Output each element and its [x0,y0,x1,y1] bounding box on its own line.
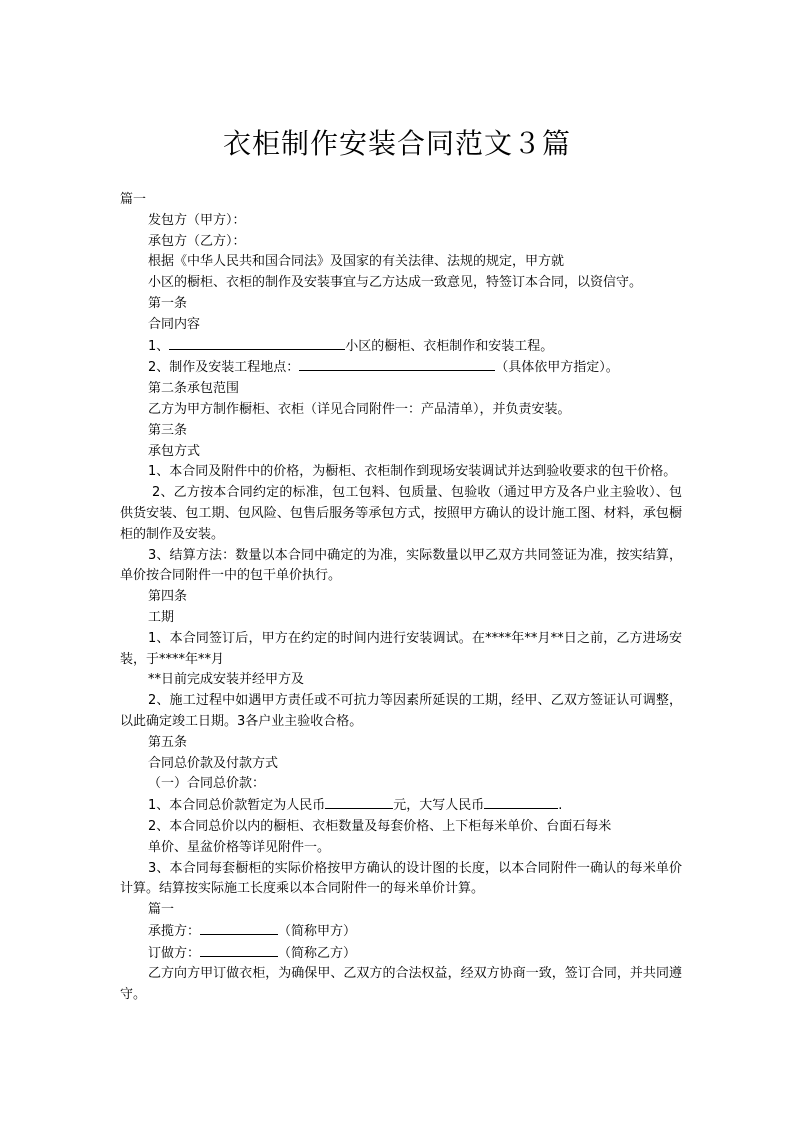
article-1-item-1 [120,336,682,358]
article-4-paragraph-2: 2、施工过程中如遇甲方责任或不可抗力等因素所延误的工期，经甲、乙双方签证认可调整，以此确定竣工日期。3各户业主验收合格。 [120,693,682,729]
orderer-line [120,943,682,965]
section2-intro: 乙方向方甲订做衣柜，为确保甲、乙双方的合法权益，经双方协商一致，签订合同，并共同遵守。 [120,966,682,1003]
price-words-blank [484,795,558,809]
article-4-paragraph-1-continued: **日前完成安装并经甲方及 [148,672,305,688]
item-2-blank [299,357,495,371]
article-4-subtitle: 工期 [148,609,175,625]
article-5-subtitle: 合同总价款及付款方式 [148,755,279,771]
price-words-label: 元，大写人民币 [393,798,485,814]
contractor-blank [200,921,278,935]
price-label: 1、本合同总价款暂定为人民币 [148,798,326,814]
document-title: 衣柜制作安装合同范文３篇 [222,127,571,160]
article-4-title: 第四条 [148,589,188,605]
orderer-blank [200,943,278,957]
article-3-paragraph-2: 2、乙方按本合同约定的标准，包工包料、包质量、包验收（通过甲方及各户业主验收）、包供货安装、包工期、包风险、包售后服务等承包方式，按照甲方确认的设计施工图、材料，承包橱柜的制作及安装。 [120,485,682,542]
article-5-item-2-continued: 单价、星盆价格等详见附件一。 [148,839,331,855]
article-1-item-2 [120,357,682,379]
item-2-suffix: （具体依甲方指定）。 [495,360,619,376]
article-5-item-3: 3、本合同每套橱柜的实际价格按甲方确认的设计图的长度，以本合同附件一确认的每米单价计算。结算按实际施工长度乘以本合同附件一的每米单价计算。 [120,860,682,897]
party-b-line: 承包方（乙方）： [148,233,246,249]
document-body [120,190,682,1006]
article-3-title: 第三条 [148,422,188,438]
article-5-item-1 [120,795,682,817]
orderer-label: 订做方： [148,945,201,961]
price-blank [325,795,393,809]
article-5-section-1: （一）合同总价款： [148,776,266,792]
party-a-line: 发包方（甲方）： [148,212,246,228]
contractor-suffix: （简称甲方） [278,923,357,939]
article-1-subtitle: 合同内容 [148,316,201,332]
preamble-line-2: 小区的橱柜、衣柜的制作及安装事宜与乙方达成一致意见，特签订本合同，以资信守。 [148,275,643,291]
item-1-suffix: 小区的橱柜、衣柜制作和安装工程。 [345,338,554,354]
item-1-prefix: 1、 [148,338,170,354]
article-2-title: 第二条承包范围 [148,381,240,397]
price-end: . [558,798,563,814]
article-3-paragraph-3: 3、结算方法：数量以本合同中确定的为准，实际数量以甲乙双方共同签证为准，按实结算，单价按合同附件一中的包干单价执行。 [120,547,682,584]
article-5-item-2: 2、本合同总价以内的橱柜、衣柜数量及每套价格、上下柜每米单价、台面石每米 [148,818,612,834]
section1-heading: 篇一 [120,192,147,207]
article-5-title: 第五条 [148,734,188,750]
preamble-line-1: 根据《中华人民共和国合同法》及国家的有关法律、法规的规定，甲方就 [148,254,565,270]
article-4-paragraph-1: 1、本合同签订后，甲方在约定的时间内进行安装调试。在****年**月**日之前，乙方进场安装，于****年**月 [120,630,682,667]
item-2-prefix: 2、制作及安装工程地点： [148,360,300,376]
article-3-subtitle: 承包方式 [148,443,201,459]
section2-heading: 篇一 [148,902,175,918]
article-3-paragraph-1: 1、本合同及附件中的价格，为橱柜、衣柜制作到现场安装调试并达到验收要求的包干价格。 [148,464,677,480]
article-2-text: 乙方为甲方制作橱柜、衣柜（详见合同附件一：产品清单），并负责安装。 [148,401,571,417]
contractor-label: 承揽方： [148,923,201,939]
item-1-blank [169,336,345,350]
orderer-suffix: （简称乙方） [278,945,357,961]
contractor-line [120,921,682,943]
article-1-title: 第一条 [148,295,188,311]
